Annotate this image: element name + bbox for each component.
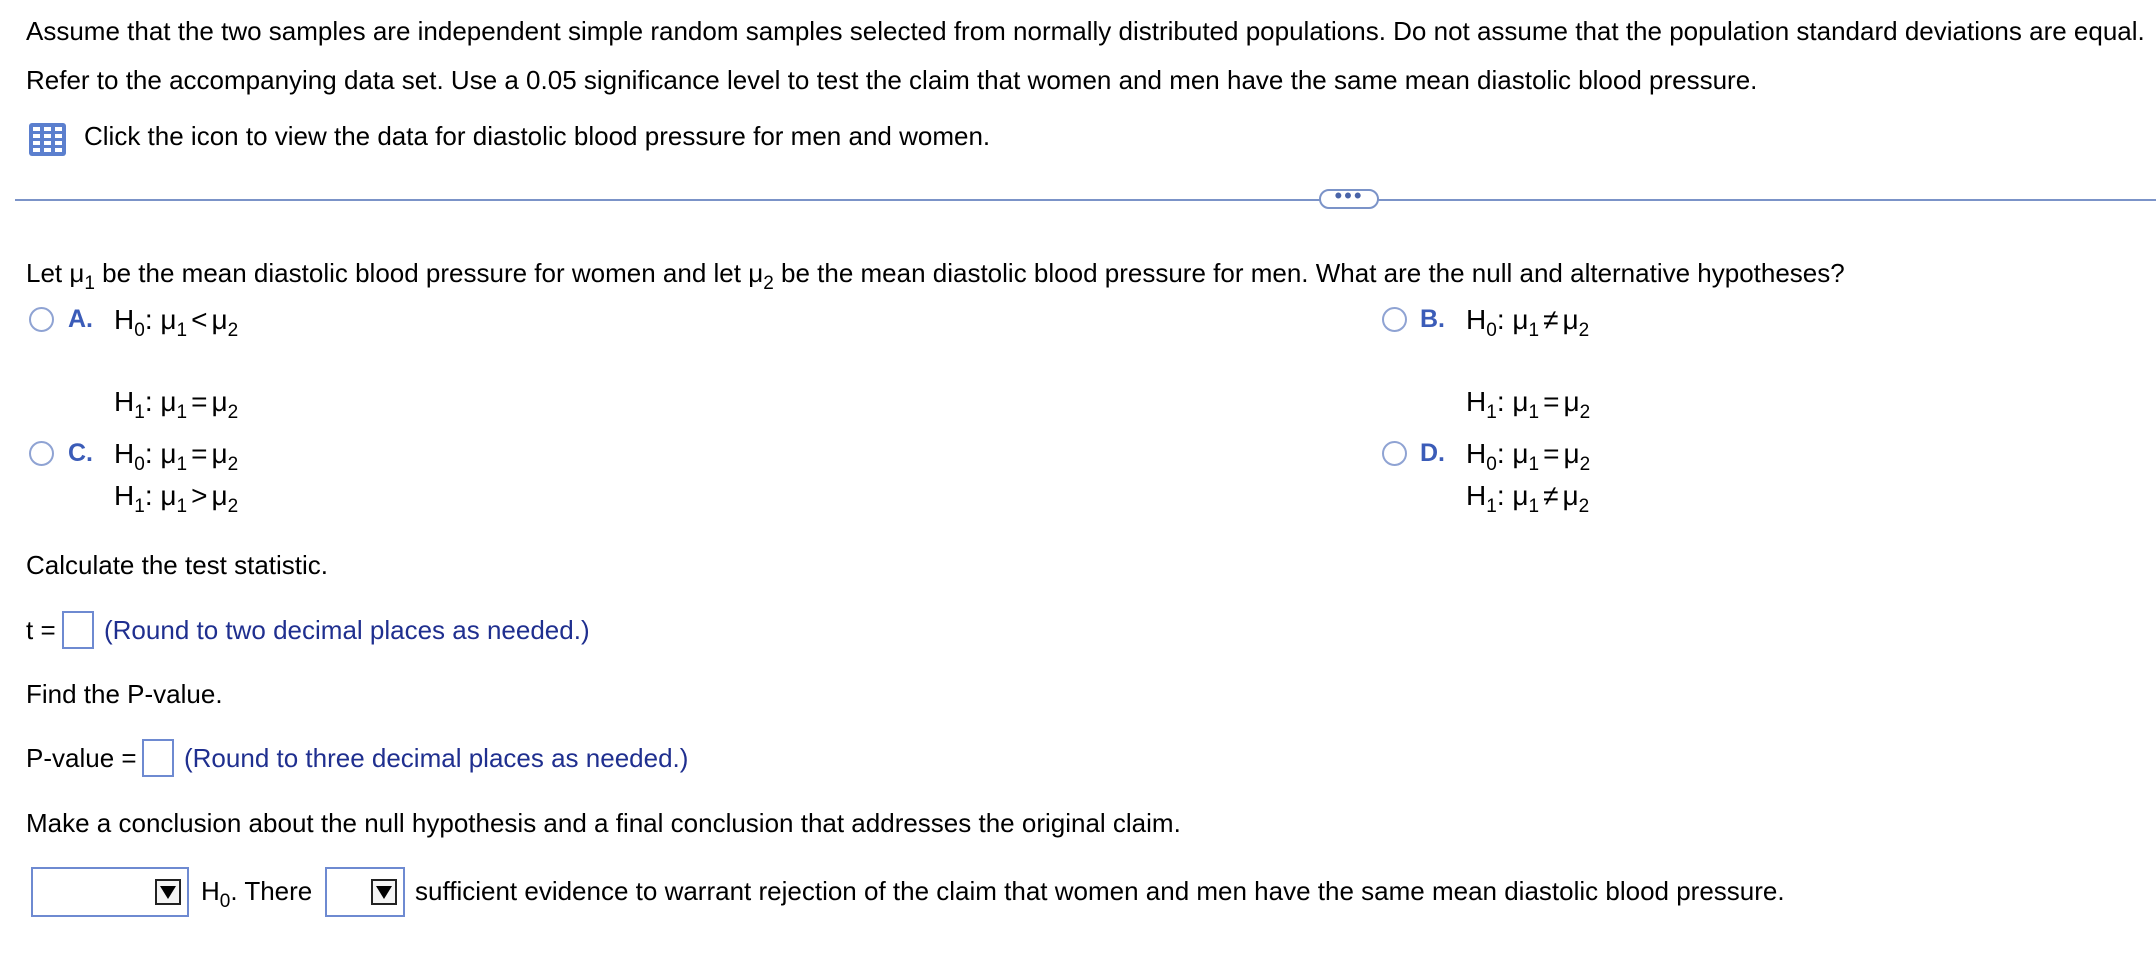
conclusion-sentence-end: sufficient evidence to warrant rejection of the claim that women and men have the same mean diastolic blood pressure. bbox=[415, 876, 1785, 906]
hypotheses-question: Let $\mu_1$ be the mean diastolic blood pressure for women and let $\mu_2$ be the mean diastolic blood pressure for men. What are the null and alternative hypotheses? bbox=[26, 258, 1845, 294]
option-c-letter: C. bbox=[68, 439, 93, 467]
test-stat-prompt: Calculate the test statistic. bbox=[26, 550, 329, 580]
dropdown-arrow-icon bbox=[155, 879, 181, 905]
reject-decision-dropdown[interactable] bbox=[31, 867, 189, 917]
option-c-radio[interactable] bbox=[29, 441, 54, 466]
h0-there-text: $H_0$. There bbox=[201, 876, 313, 912]
option-a-letter: A. bbox=[68, 305, 93, 333]
expand-ellipsis-button[interactable]: ••• bbox=[1319, 189, 1379, 209]
option-b-radio[interactable] bbox=[1382, 307, 1407, 332]
conclusion-prompt: Make a conclusion about the null hypothesis and a final conclusion that addresses the original claim. bbox=[26, 808, 1181, 838]
evidence-dropdown[interactable] bbox=[325, 867, 405, 917]
option-b-h1: $H_1$: $\mu_1 = \mu_2$ bbox=[1466, 386, 1591, 423]
option-d-letter: D. bbox=[1420, 439, 1445, 467]
option-d-h1: $H_1$: $\mu_1 \ne \mu_2$ bbox=[1466, 480, 1590, 517]
option-b-letter: B. bbox=[1420, 305, 1445, 333]
option-a-h0: $H_0$: $\mu_1 < \mu_2$ bbox=[114, 304, 239, 341]
p-value-round-hint: (Round to three decimal places as needed.) bbox=[184, 743, 689, 773]
option-d-h0: $H_0$: $\mu_1 = \mu_2$ bbox=[1466, 438, 1591, 475]
option-d-radio[interactable] bbox=[1382, 441, 1407, 466]
table-grid-icon[interactable] bbox=[29, 123, 66, 156]
section-divider bbox=[15, 199, 2156, 201]
option-c-h0: $H_0$: $\mu_1 = \mu_2$ bbox=[114, 438, 239, 475]
p-value-label: P-value = bbox=[26, 743, 137, 773]
option-a-h1: $H_1$: $\mu_1 = \mu_2$ bbox=[114, 386, 239, 423]
option-b-h0: $H_0$: $\mu_1 \ne \mu_2$ bbox=[1466, 304, 1590, 341]
option-c-h1: $H_1$: $\mu_1 > \mu_2$ bbox=[114, 480, 239, 517]
p-value-prompt: Find the P-value. bbox=[26, 679, 223, 709]
option-a-radio[interactable] bbox=[29, 307, 54, 332]
p-value-answer-input[interactable] bbox=[142, 739, 174, 777]
data-link-text[interactable]: Click the icon to view the data for diastolic blood pressure for men and women. bbox=[84, 121, 991, 151]
dropdown-arrow-icon bbox=[371, 879, 397, 905]
t-label: t = bbox=[26, 615, 56, 645]
t-answer-input[interactable] bbox=[62, 611, 94, 649]
t-round-hint: (Round to two decimal places as needed.) bbox=[104, 615, 590, 645]
intro-line-1: Assume that the two samples are independent simple random samples selected from normally distributed populations. Do not assume that the population standard deviations are equal. bbox=[26, 16, 2145, 46]
intro-line-2: Refer to the accompanying data set. Use a 0.05 significance level to test the claim that women and men have the same mean diastolic blood pressure. bbox=[26, 65, 1758, 95]
